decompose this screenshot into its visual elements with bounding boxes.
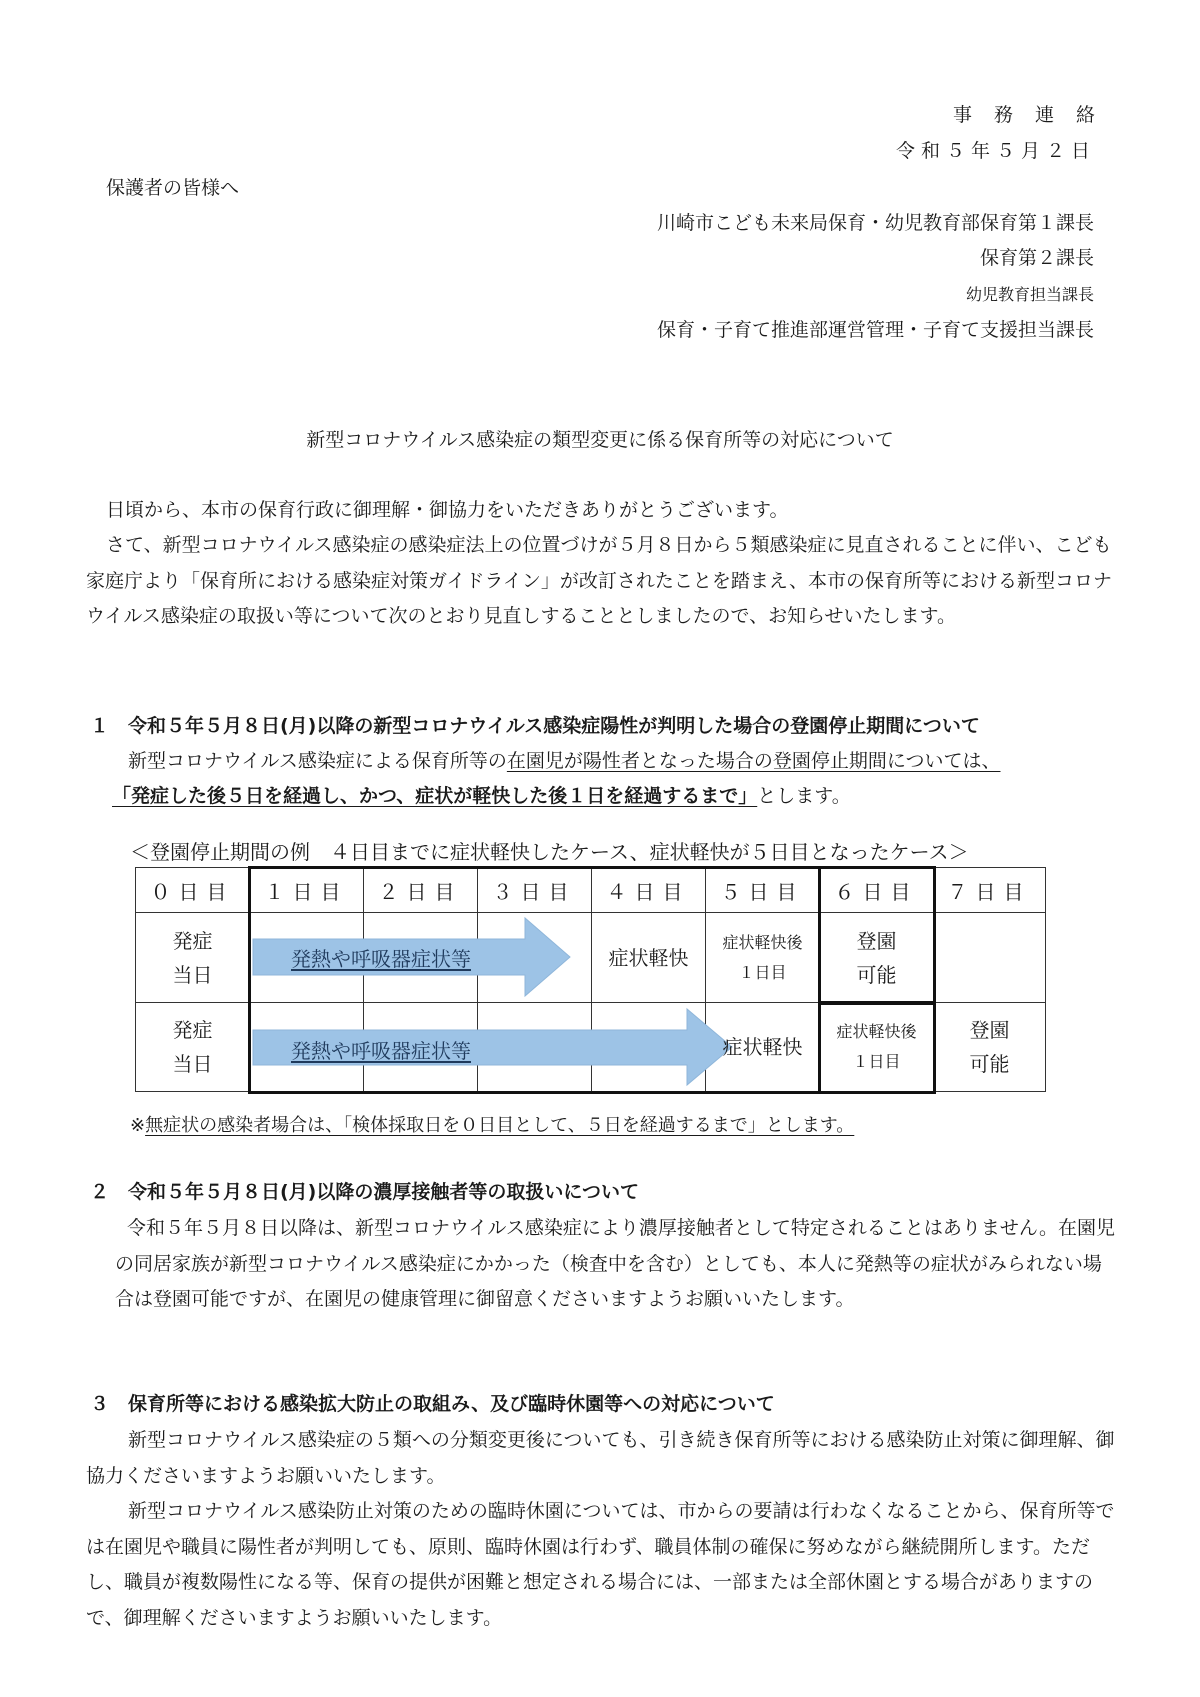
day-header-6: ６日目 [819, 867, 934, 913]
day-header-7: ７日目 [933, 867, 1046, 913]
section-3-heading [90, 1389, 775, 1416]
intro-body: さて、新型コロナウイルス感染症の感染症法上の位置づけが５月８日から５類感染症に見直されることに伴い、こども家庭庁より「保育所における感染症対策ガイドライン」が改訂されたことを踏まえ、本市の保育所等における新型コロナウイルス感染症の取扱い等について次のとおり見直しすることとしましたので、お知らせいたします。 [86, 534, 1113, 627]
day-header-4: ４日目 [591, 867, 706, 913]
row1-onset-day: 発症 当日 [172, 928, 213, 987]
addressee: 保護者の皆様へ [106, 177, 240, 199]
section-1-body-line-1 [128, 746, 1001, 773]
section-2-title: 令和５年５月８日(月)以降の濃厚接触者等の取扱いについて [128, 1181, 639, 1203]
section-1-body-plain: 新型コロナウイルス感染症による保育所等の [128, 750, 507, 772]
symptom-arrow-label-row2: 発熱や呼吸器症状等 [291, 1039, 471, 1063]
sender-line-3: 幼児教育担当課長 [965, 285, 1094, 304]
day-header-1: １日目 [249, 867, 364, 913]
section-2-heading [90, 1177, 639, 1204]
section-3-body-2: 新型コロナウイルス感染防止対策のための臨時休園については、市からの要請は行わなくなることから、保育所等では在園児や職員に陽性者が判明しても、原則、臨時休園は行わず、職員体制の確保に努めながら継続開所します。ただし、職員が複数陽性になる等、保育の提供が困難と想定される場合には、一部または全部休園とする場合がありますので、御理解くださいますようお願いいたします。 [86, 1500, 1115, 1629]
schedule-table [135, 867, 1046, 1092]
section-2-number: ２ [90, 1181, 110, 1203]
section-1-body-end: とします。 [757, 785, 851, 807]
row1-symptom-relief: 症状軽快 [608, 945, 689, 970]
row2-day-after-relief: 症状軽快後 １日目 [836, 1022, 917, 1071]
section-1-rule-quote: 「発症した後５日を経過し、かつ、症状が軽快した後１日を経過するまで」 [112, 785, 758, 807]
row1-attendance-ok: 登園 可能 [856, 928, 897, 987]
section-1-number: １ [90, 715, 110, 737]
sender-line-1: 川崎市こども未来局保育・幼児教育部保育第１課長 [656, 212, 1094, 234]
sender-line-4: 保育・子育て推進部運営管理・子育て支援担当課長 [656, 319, 1094, 341]
section-3-body-1: 新型コロナウイルス感染症の５類への分類変更後についても、引き続き保育所等における感染防止対策に御理解、御協力くださいますようお願いいたします。 [86, 1429, 1115, 1487]
section-2-body: 令和５年５月８日以降は、新型コロナウイルス感染症により濃厚接触者として特定されることはありません。在園児の同居家族が新型コロナウイルス感染症にかかった（検査中を含む）としても、本人に発熱等の症状がみられない場合は登園可能ですが、在園児の健康管理に御留意くださいますようお願いいたします。 [115, 1217, 1116, 1310]
note-text: 無症状の感染者場合は、「検体採取日を０日目として、５日を経過するまで」とします。 [145, 1115, 855, 1136]
page-title: 新型コロナウイルス感染症の類型変更に係る保育所等の対応について [306, 429, 894, 451]
day-header-2: ２日目 [363, 867, 478, 913]
row2-onset-day: 発症 当日 [172, 1018, 213, 1076]
row2-symptom-relief: 症状軽快 [722, 1035, 803, 1059]
section-3-title: 保育所等における感染拡大防止の取組み、及び臨時休園等への対応について [128, 1393, 775, 1415]
document-type: 事務連絡 [952, 104, 1117, 126]
note-mark: ※ [130, 1115, 146, 1136]
schedule-caption: ＜登園停止期間の例 ４日目までに症状軽快したケース、症状軽快が５日目となったケース＞ [130, 840, 969, 864]
intro-greeting: 日頃から、本市の保育行政に御理解・御協力をいただきありがとうございます。 [106, 499, 789, 521]
section-3-number: ３ [90, 1393, 110, 1415]
day-header-3: ３日目 [477, 867, 592, 913]
day-header-0: ０日目 [135, 867, 250, 913]
sender-line-2: 保育第２課長 [979, 247, 1094, 269]
day-header-5: ５日目 [705, 867, 820, 913]
asymptomatic-note [130, 1111, 854, 1137]
row2-attendance-ok: 登園 可能 [969, 1018, 1010, 1076]
section-1-body-underlined: 在園児が陽性者となった場合の登園停止期間については、 [506, 750, 1001, 772]
section-1-heading [90, 711, 980, 738]
section-1-title: 令和５年５月８日(月)以降の新型コロナウイルス感染症陽性が判明した場合の登園停止期間について [128, 715, 980, 737]
section-1-body-line-2 [112, 781, 851, 808]
document-date: 令和５年５月２日 [895, 140, 1096, 162]
symptom-arrow-label-row1: 発熱や呼吸器症状等 [291, 947, 471, 971]
row1-day-after-relief: 症状軽快後 １日目 [722, 932, 803, 982]
